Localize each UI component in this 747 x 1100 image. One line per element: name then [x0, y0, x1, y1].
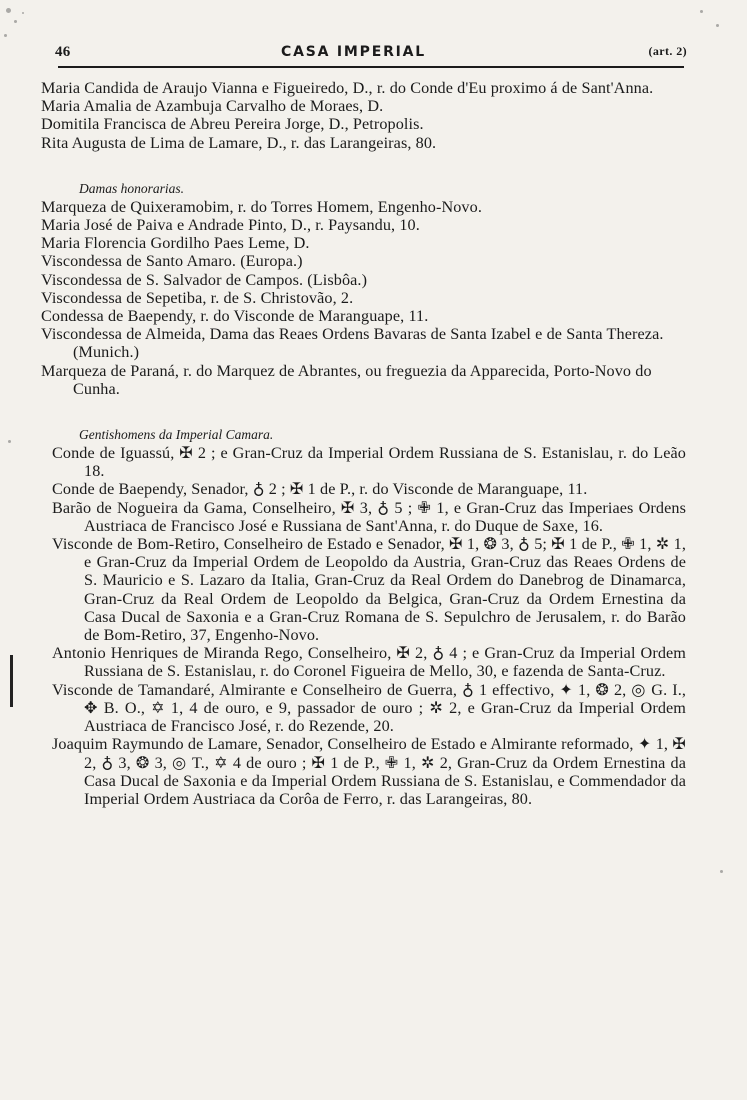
scan-speck — [22, 12, 24, 14]
list-item: Maria Candida de Araujo Vianna e Figueiredo, D., r. do Conde d'Eu proximo á de Sant'Anna. — [41, 79, 654, 97]
list-item: Antonio Henriques de Miranda Rego, Conselheiro, ✠ 2, ♁ 4 ; e Gran-Cruz da Imperial Ordem Russiana de S. Estanislau, r. do Coronel Figueira de Mello, 30, e fazenda de Santa-Cruz. — [52, 644, 686, 681]
scan-speck — [8, 440, 11, 443]
scan-speck — [14, 20, 17, 23]
section-heading-gentishomens: Gentishomens da Imperial Camara. — [79, 427, 274, 443]
list-item: Domitila Francisca de Abreu Pereira Jorge, D., Petropolis. — [41, 115, 424, 134]
list-item: Maria Amalia de Azambuja Carvalho de Moraes, D. — [41, 97, 384, 116]
running-header — [55, 44, 687, 64]
list-item: Viscondessa de Santo Amaro. (Europa.) — [41, 252, 303, 271]
scan-edge-mark — [10, 655, 13, 707]
scan-speck — [716, 24, 719, 27]
list-item: Viscondessa de Sepetiba, r. de S. Christovão, 2. — [41, 288, 354, 307]
section-spacer — [41, 152, 686, 180]
list-item: Visconde de Tamandaré, Almirante e Conselheiro de Guerra, ♁ 1 effectivo, ✦ 1, ❂ 2, ◎ G. I., ✥ B. O., ✡ 1, 4 de ouro, e 9, passador de ouro ; ✲ 2, e Gran-Cruz da Imperial Ordem Austriaca de Francisco José, r. do Rezende, 20. — [52, 680, 686, 736]
list-item: Rita Augusta de Lima de Lamare, D., r. das Larangeiras, 80. — [41, 133, 437, 152]
list-item: Maria Florencia Gordilho Paes Leme, D. — [41, 234, 310, 253]
list-item: Joaquim Raymundo de Lamare, Senador, Conselheiro de Estado e Almirante reformado, ✦ 1, ✠ 2, ♁ 3, ❂ 3, ◎ T., ✡ 4 de ouro ; ✠ 1 de P., ✙ 1, ✲ 2, Gran-Cruz da Ordem Ernestina da Casa Ducal de Saxonia e da Imperial Ordem Russiana de S. Estanislau, e Commendador da Imperial Ordem Austriaca da Corôa de Ferro, r. das Larangeiras, 80. — [52, 735, 686, 808]
scan-speck — [4, 34, 7, 37]
list-item: Conde de Iguassú, ✠ 2 ; e Gran-Cruz da Imperial Ordem Russiana de S. Estanislau, r. do Leão 18. — [52, 444, 686, 481]
list-gentishomens — [41, 444, 686, 808]
list-item: Marqueza de Paraná, r. do Marquez de Abrantes, ou freguezia da Apparecida, Porto-Novo do Cunha. — [41, 361, 652, 398]
list-item: Barão de Nogueira da Gama, Conselheiro, ✠ 3, ♁ 5 ; ✙ 1, e Gran-Cruz das Imperiaes Ordens Austriaca de Francisco José e Russiana de Sant'Anna, r. do Duque de Saxe, 16. — [52, 498, 686, 535]
list-item: Visconde de Bom-Retiro, Conselheiro de Estado e Senador, ✠ 1, ❂ 3, ♁ 5; ✠ 1 de P., ✙ 1, ✲ 1, e Gran-Cruz da Imperial Ordem de Leopoldo da Austria, Gran-Cruz das Reaes Ordens de S. Mauricio e S. Lazaro da Italia, Gran-Cruz da Real Ordem do Danebrog de Dinamarca, Gran-Cruz da Real Ordem de Leopoldo da Belgica, Gran-Cruz da Ordem Ernestina da Casa Ducal de Saxonia e a Gran-Cruz Romana de S. Sepulchro de Jerusalem, r. do Barão de Bom-Retiro, 37, Engenho-Novo. — [52, 535, 686, 645]
running-title: CASA IMPERIAL — [281, 44, 427, 60]
list-item: Viscondessa de Almeida, Dama das Reaes Ordens Bavaras de Santa Izabel e de Santa Thereza. (Munich.) — [41, 325, 664, 362]
list-item: Maria José de Paiva e Andrade Pinto, D., r. Paysandu, 10. — [41, 216, 420, 235]
page-body — [41, 79, 686, 808]
article-reference: (art. 2) — [648, 44, 687, 58]
list-damas — [41, 198, 686, 398]
list-item: Condessa de Baependy, r. do Visconde de Maranguape, 11. — [41, 307, 429, 326]
section-spacer — [41, 398, 686, 426]
scan-speck — [720, 870, 723, 873]
list-item: Conde de Baependy, Senador, ♁ 2 ; ✠ 1 de P., r. do Visconde de Maranguape, 11. — [52, 480, 588, 499]
list-item: Marqueza de Quixeramobim, r. do Torres Homem, Engenho-Novo. — [41, 197, 482, 216]
list-top — [41, 79, 686, 152]
scan-speck — [700, 10, 703, 13]
page-number: 46 — [55, 44, 71, 60]
scan-speck — [6, 8, 11, 13]
header-rule — [58, 66, 684, 68]
section-heading-damas: Damas honorarias. — [79, 180, 185, 196]
list-item: Viscondessa de S. Salvador de Campos. (Lisbôa.) — [41, 270, 368, 289]
